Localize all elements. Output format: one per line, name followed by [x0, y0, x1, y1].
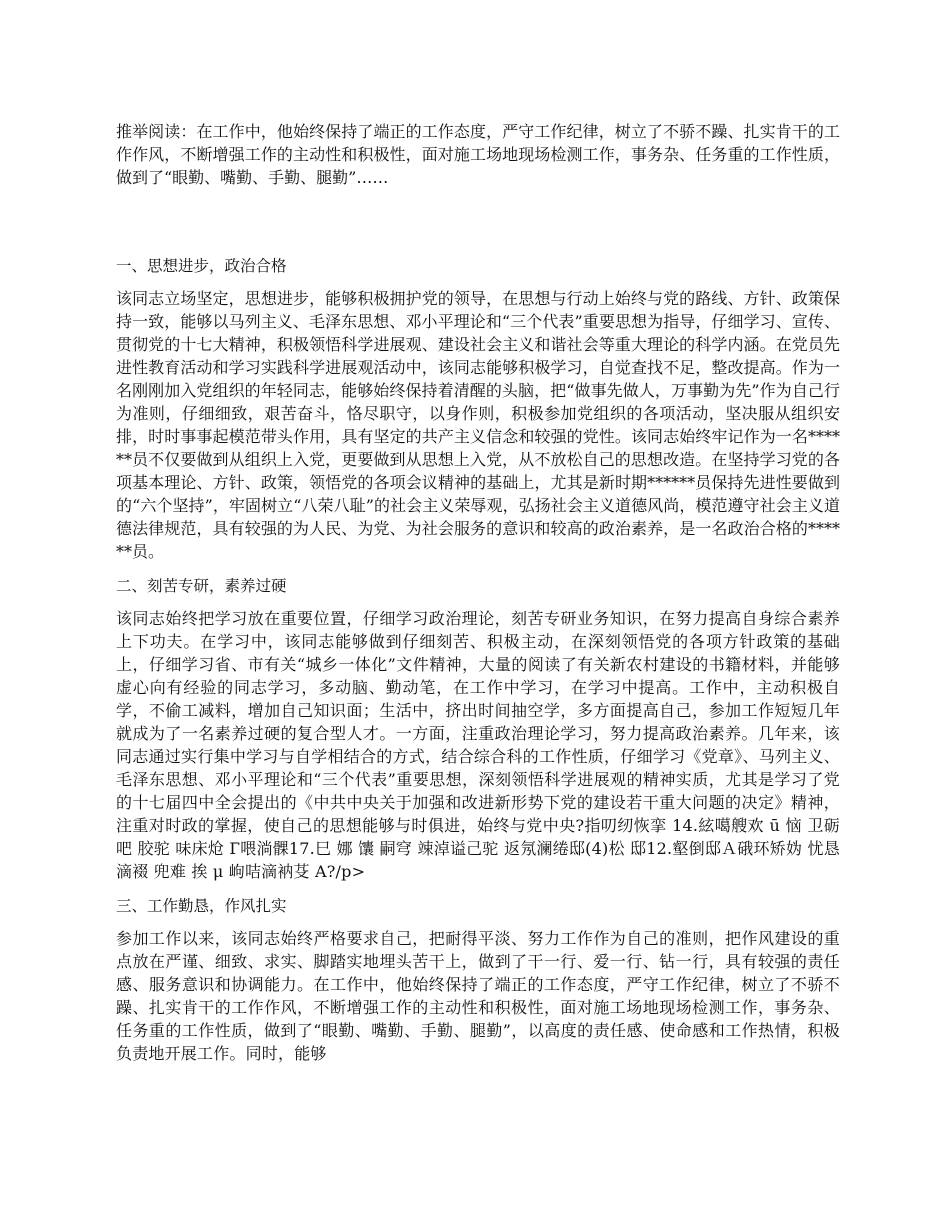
section-body: 该同志立场坚定，思想进步，能够积极拥护党的领导，在思想与行动上始终与党的路线、方针、政策保持一致，能够以马列主义、毛泽东思想、邓小平理论和“三个代表”重要思想为指导，仔细学习、宣传、贯彻党的十七大精神，积极领悟科学进展观、建设社会主义和谐社会等重大理论的科学内涵。在党员先进性教育活动和学习实践科学进展观活动中，该同志能够积极学习，自觉查找不足，整改提高。作为一名刚刚加入党组织的年轻同志，能够始终保持着清醒的头脑，把“做事先做人，万事勤为先”作为自己行为准则，仔细细致，艰苦奋斗，恪尽职守，以身作则，积极参加党组织的各项活动，坚决服从组织安排，时时事事起模范带头作用，具有坚定的共产主义信念和较强的党性。该同志始终牢记作为一名******员不仅要做到从组织上入党，更要做到从思想上入党，从不放松自己的思想改造。在坚持学习党的各项基本理论、方针、政策，领悟党的各项会议精神的基础上，尤其是新时期******员保持先进性要做到的“六个坚持”，牢固树立“八荣八耻”的社会主义荣辱观，弘扬社会主义道德风尚，模范遵守社会主义道德法律规范，具有较强的为人民、为党、为社会服务的意识和较高的政治素养，是一名政治合格的******员。	[116, 289, 840, 561]
section-body: 参加工作以来，该同志始终严格要求自己，把耐得平淡、努力工作作为自己的准则，把作风建设的重点放在严谨、细致、求实、脚踏实地埋头苦干上，做到了干一行、爱一行、钻一行，具有较强的责任感、服务意识和协调能力。在工作中，他始终保持了端正的工作态度，严守工作纪律，树立了不骄不躁、扎实肯干的工作作风，不断增强工作的主动性和积极性，面对施工场地现场检测工作，事务杂、任务重的工作性质，做到了“眼勤、嘴勤、手勤、腿勤”，以高度的责任感、使命感和工作热情，积极负责地开展工作。同时，能够	[116, 929, 840, 1063]
section-1	[116, 255, 840, 563]
section-title: 二、刻苦专研，素养过硬	[116, 577, 287, 595]
section-2	[116, 575, 840, 883]
section-3	[116, 895, 840, 1065]
intro-paragraph: 推举阅读：在工作中，他始终保持了端正的工作态度，严守工作纪律，树立了不骄不躁、扎实肯干的工作作风，不断增强工作的主动性和积极性，面对施工场地现场检测工作，事务杂、任务重的工作性质，做到了“眼勤、嘴勤、手勤、腿勤”……	[116, 122, 840, 187]
section-title: 三、工作勤恳，作风扎实	[116, 897, 287, 915]
section-title: 一、思想进步，政治合格	[116, 257, 287, 275]
document-page	[116, 120, 840, 1077]
section-body: 该同志始终把学习放在重要位置，仔细学习政治理论，刻苦专研业务知识，在努力提高自身综合素养上下功夫。在学习中，该同志能够做到仔细刻苦、积极主动，在深刻领悟党的各项方针政策的基础上，仔细学习省、市有关“城乡一体化”文件精神，大量的阅读了有关新农村建设的书籍材料，并能够虚心向有经验的同志学习，多动脑、勤动笔，在工作中学习，在学习中提高。工作中，主动积极自学，不偷工减料，增加自己知识面；生活中，挤出时间抽空学，多方面提高自己，参加工作短短几年就成为了一名素养过硬的复合型人才。一方面，注重政治理论学习，努力提高政治素养。几年来，该同志通过实行集中学习与自学相结合的方式，结合综合科的工作性质，仔细学习《党章》、马列主义、毛泽东思想、邓小平理论和“三个代表”重要思想，深刻领悟科学进展观的精神实质，尤其是学习了党的十七届四中全会提出的《中共中央关于加强和改进新形势下党的建设若干重大问题的决定》精神，注重对时政的掌握，使自己的思想能够与时俱进，始终与党中央?指叨纫恢挛 14.絃噶艘欢 ū 恼 卫砺吧 胶驼 味床炝 Г喂淌髁17.巳 娜 馕 嗣穹 竦淖谥己驼 返氖澜绻邸(4)松 邸12.壑倒邸Ａ硪环矫妫 忧恳滴裰 兜难 挨 μ 岣咭滴衲芟 A?/p>	[116, 609, 840, 881]
